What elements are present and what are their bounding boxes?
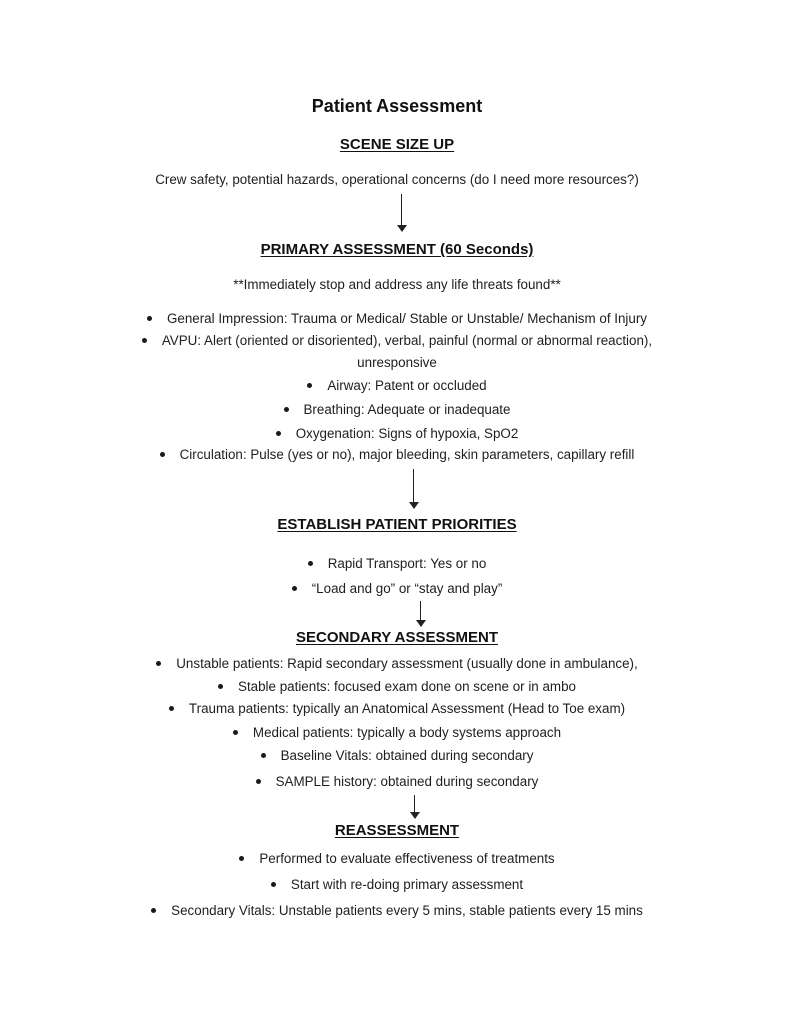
arrow-down-icon — [409, 469, 419, 511]
list-item: Medical patients: typically a body systems approach — [0, 725, 794, 740]
list-item: Oxygenation: Signs of hypoxia, SpO2 — [0, 426, 794, 441]
bullet-icon — [292, 586, 297, 591]
list-item: Baseline Vitals: obtained during secondary — [0, 748, 794, 763]
arrow-down-icon — [416, 601, 426, 629]
list-item: Circulation: Pulse (yes or no), major bleeding, skin parameters, capillary refill — [0, 447, 794, 462]
list-item: Rapid Transport: Yes or no — [0, 556, 794, 571]
bullet-icon — [261, 753, 266, 758]
list-item: Secondary Vitals: Unstable patients every 5 mins, stable patients every 15 mins — [0, 903, 794, 918]
scene-size-up-text: Crew safety, potential hazards, operational concerns (do I need more resources?) — [155, 172, 639, 187]
bullet-icon — [307, 383, 312, 388]
bullet-icon — [160, 452, 165, 457]
arrow-down-icon — [397, 194, 407, 234]
bullet-icon — [308, 561, 313, 566]
list-item: Unstable patients: Rapid secondary assessment (usually done in ambulance), — [0, 656, 794, 671]
list-item: AVPU: Alert (oriented or disoriented), verbal, painful (normal or abnormal reaction), — [0, 333, 794, 348]
bullet-icon — [142, 338, 147, 343]
list-item: General Impression: Trauma or Medical/ Stable or Unstable/ Mechanism of Injury — [0, 311, 794, 326]
list-item: SAMPLE history: obtained during secondary — [0, 774, 794, 789]
bullet-icon — [271, 882, 276, 887]
page-title: Patient Assessment — [311, 96, 483, 116]
list-item: “Load and go” or “stay and play” — [0, 581, 794, 596]
arrow-down-icon — [410, 795, 420, 821]
list-item: Trauma patients: typically an Anatomical Assessment (Head to Toe exam) — [0, 701, 794, 716]
heading-secondary-assessment: SECONDARY ASSESSMENT — [296, 629, 498, 646]
list-item: Start with re-doing primary assessment — [0, 877, 794, 892]
bullet-icon — [147, 316, 152, 321]
list-item: Breathing: Adequate or inadequate — [0, 402, 794, 417]
bullet-icon — [218, 684, 223, 689]
heading-scene-size-up: SCENE SIZE UP — [339, 136, 455, 153]
bullet-icon — [239, 856, 244, 861]
bullet-icon — [276, 431, 281, 436]
heading-establish-patient-priorities: ESTABLISH PATIENT PRIORITIES — [277, 516, 517, 533]
bullet-icon — [151, 908, 156, 913]
list-item-continuation: unresponsive — [357, 355, 437, 370]
heading-primary-assessment: PRIMARY ASSESSMENT (60 Seconds) — [260, 241, 534, 258]
bullet-icon — [169, 706, 174, 711]
bullet-icon — [233, 730, 238, 735]
bullet-icon — [156, 661, 161, 666]
list-item: Performed to evaluate effectiveness of treatments — [0, 851, 794, 866]
list-item: Airway: Patent or occluded — [0, 378, 794, 393]
primary-assessment-note: **Immediately stop and address any life threats found** — [233, 277, 561, 292]
bullet-icon — [256, 779, 261, 784]
bullet-icon — [284, 407, 289, 412]
heading-reassessment: REASSESSMENT — [334, 822, 460, 839]
list-item: Stable patients: focused exam done on scene or in ambo — [0, 679, 794, 694]
